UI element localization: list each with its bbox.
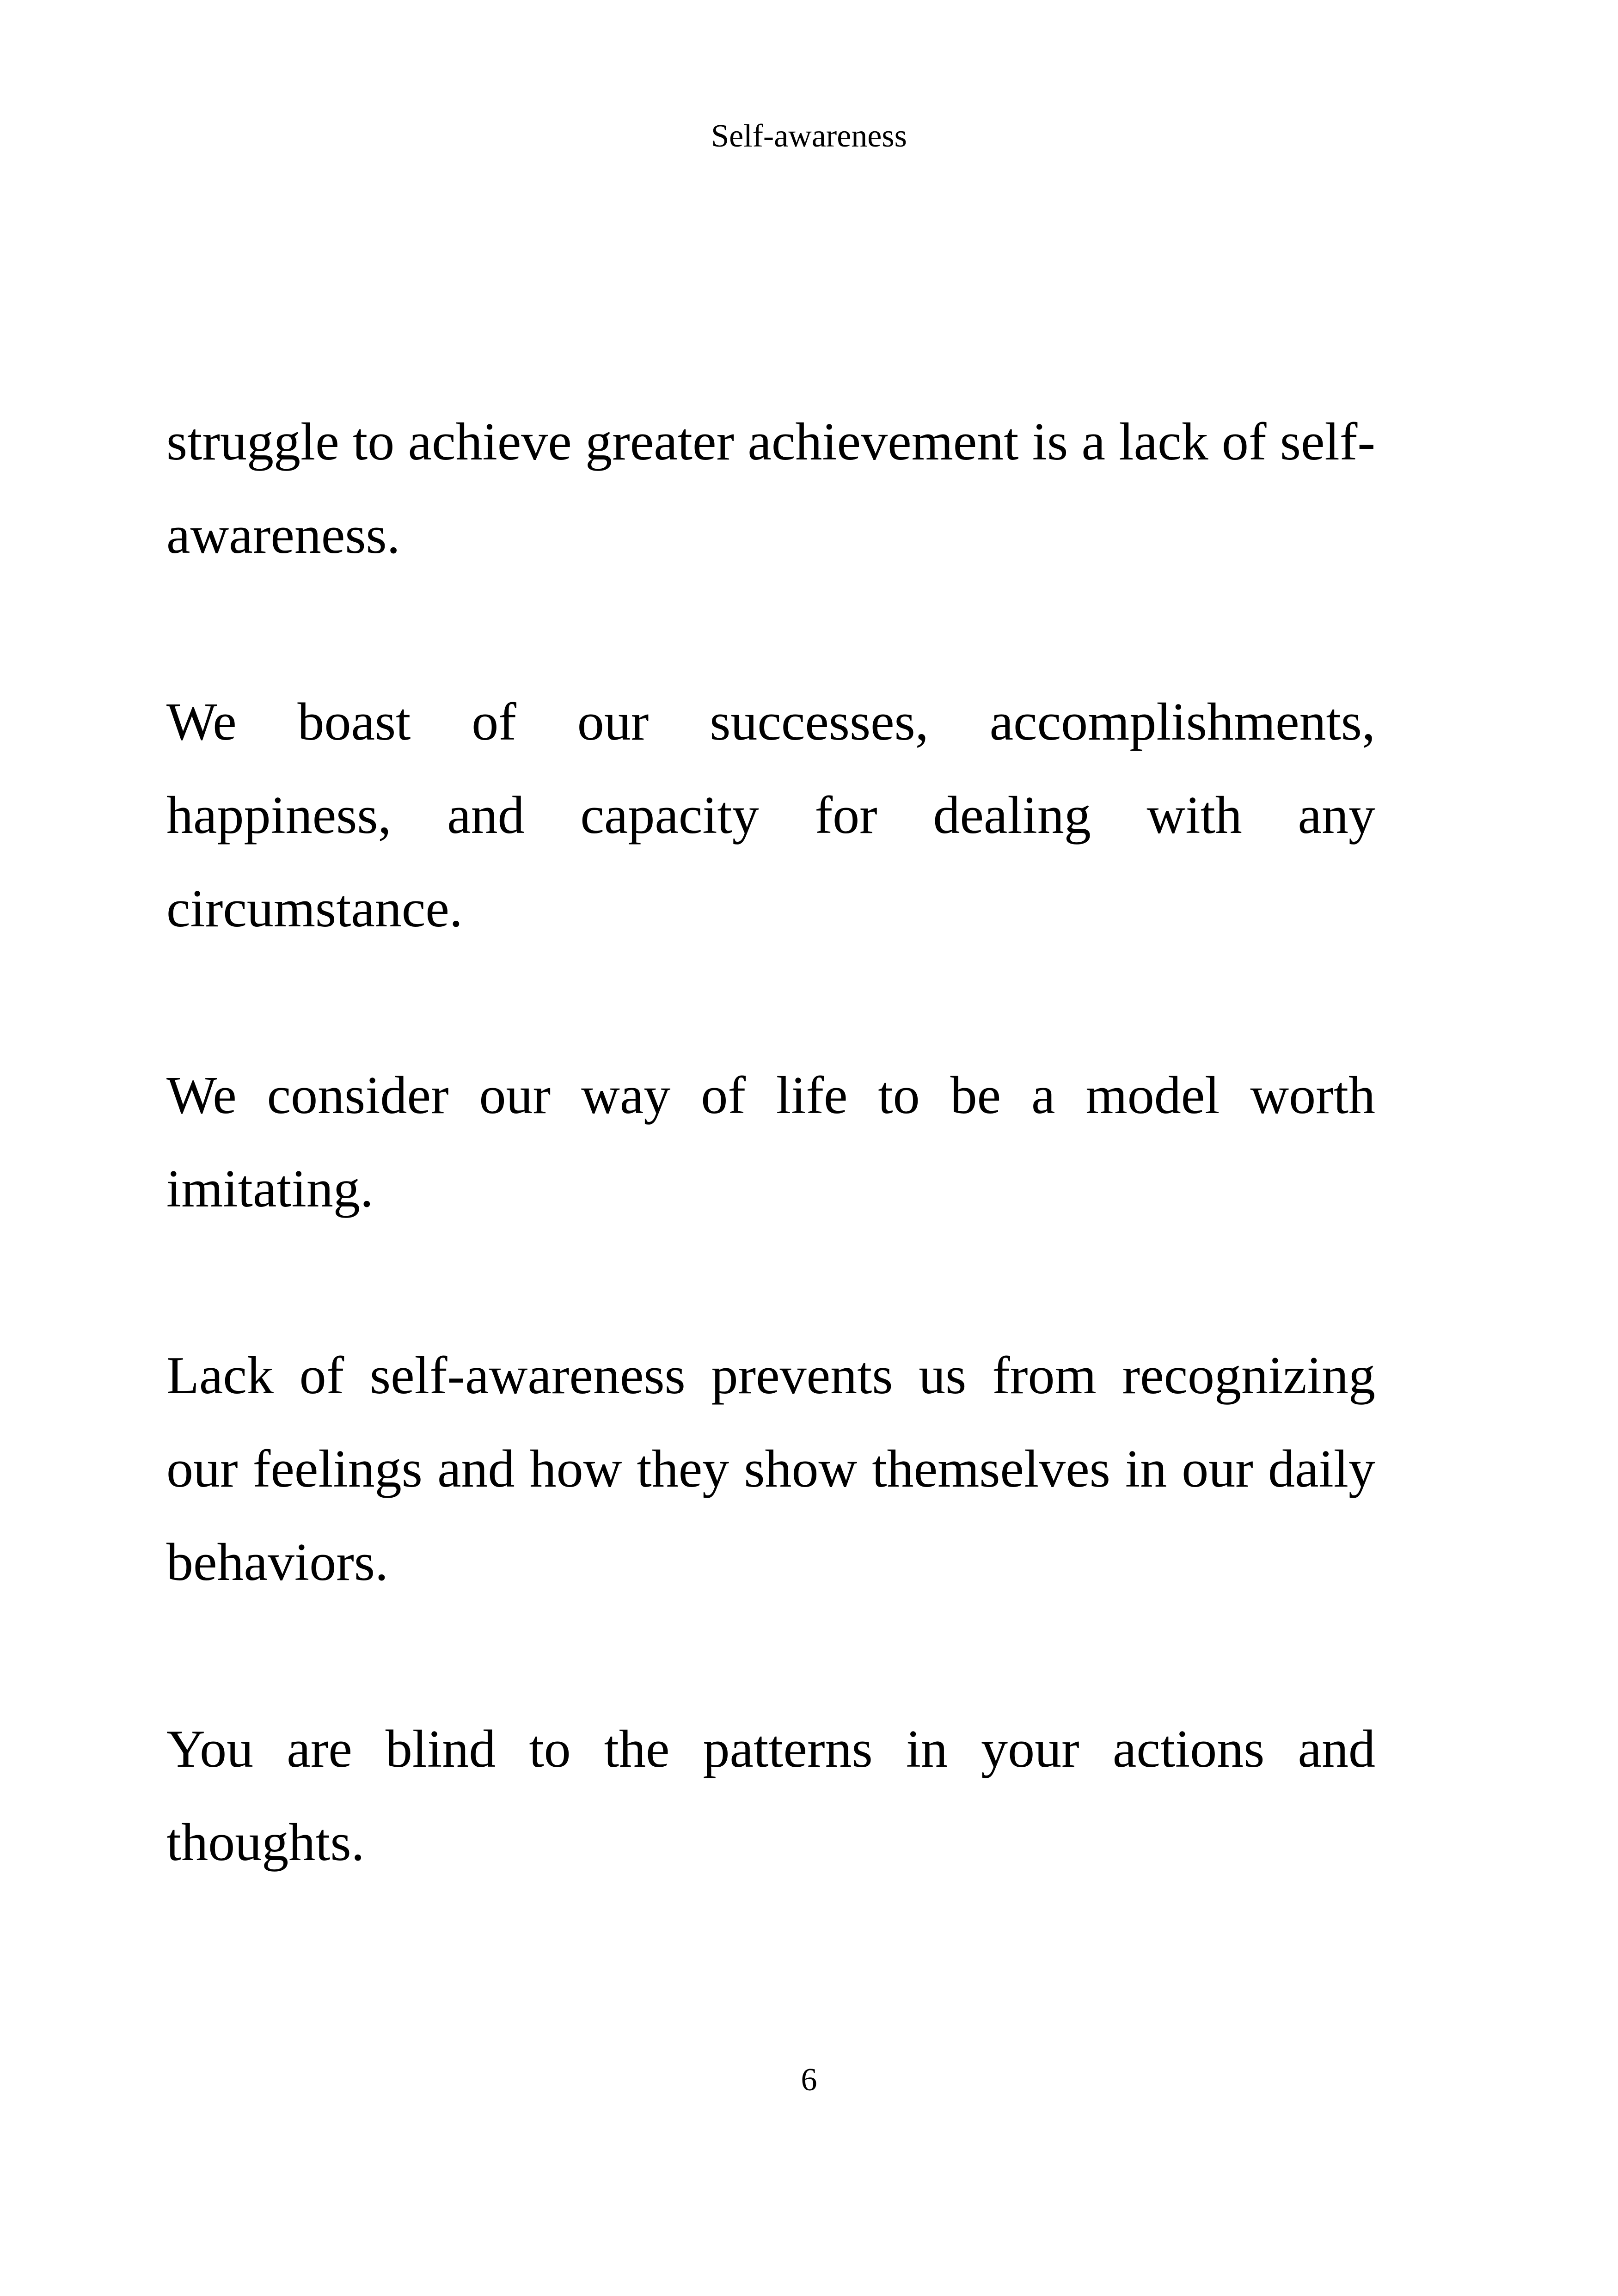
paragraph: We boast of our successes, accomplishments, happiness, and capacity for dealing with any circumstance.	[166, 692, 1375, 938]
paragraph: We consider our way of life to be a model worth imitating.	[166, 1066, 1375, 1218]
paragraph: Lack of self-awareness prevents us from recognizing our feelings and how they show themselves in our daily behaviors.	[166, 1346, 1375, 1592]
paragraph: struggle to achieve greater achievement is a lack of self-awareness.	[166, 412, 1375, 565]
page-number: 6	[801, 2062, 817, 2098]
running-header: Self-awareness	[711, 118, 907, 154]
paragraph: You are blind to the patterns in your actions and thoughts.	[166, 1720, 1375, 1872]
body-text	[166, 395, 1375, 1983]
